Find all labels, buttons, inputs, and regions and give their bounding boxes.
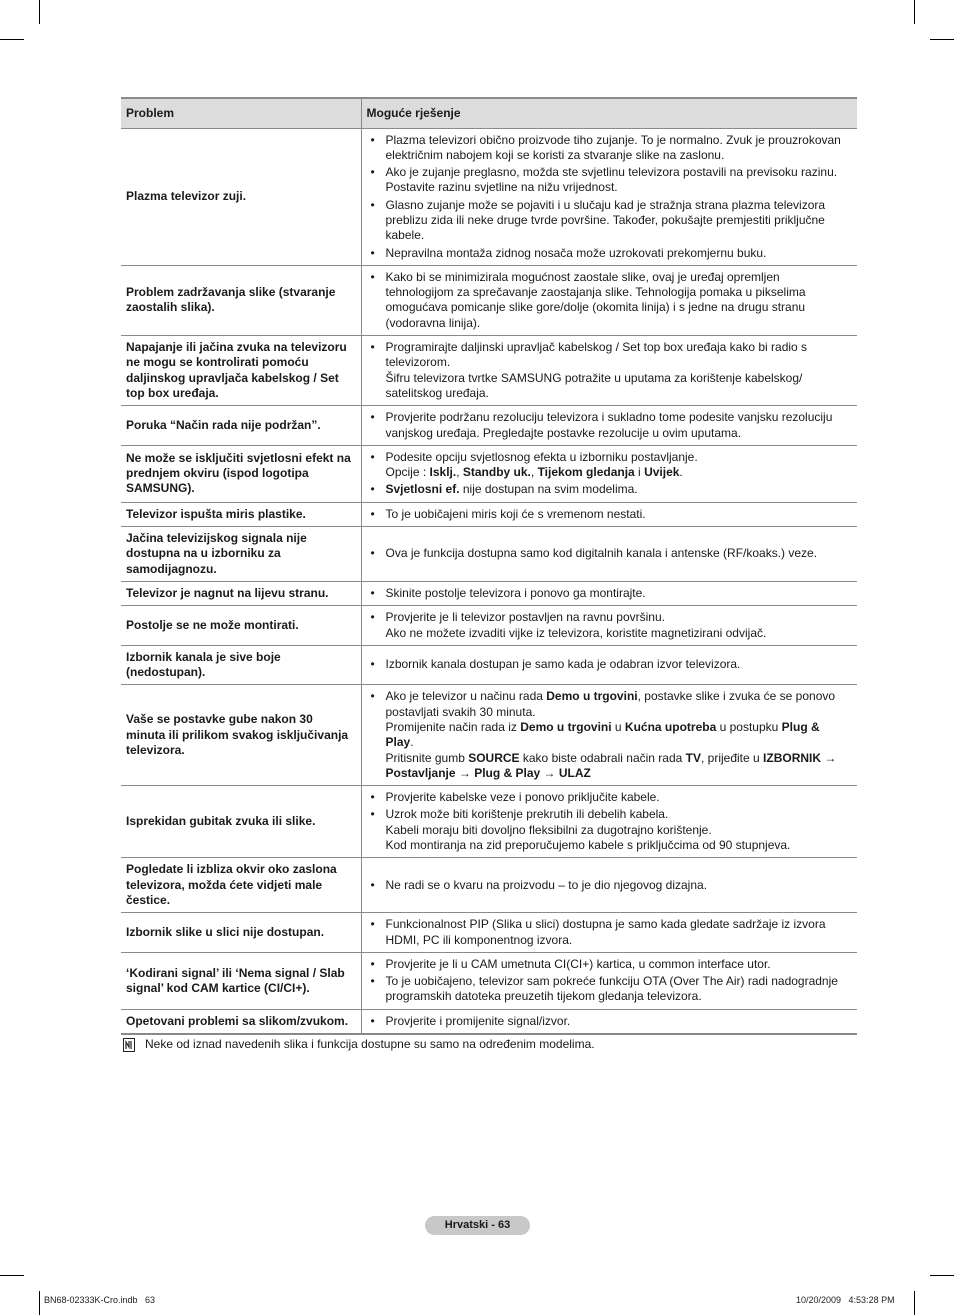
- solution-cell: [361, 265, 857, 335]
- solution-list: [369, 546, 850, 561]
- solution-cell: [361, 786, 857, 858]
- problem-cell: Plazma televizor zuji.: [121, 128, 361, 265]
- solution-item: • Programirajte daljinski upravljač kabelskog / Set top box uređaja kako bi radio s televizorom. Šifru televizora tvrtke SAMSUNG potražite u uputama za korištenje kabelskog/ satelitskog uređaja.: [369, 340, 850, 401]
- solution-item: • To je uobičajeno, televizor sam pokreće funkciju OTA (Over The Air) radi nadogradnje programskih datoteka preuzetih tijekom gledanja televizora.: [369, 974, 850, 1005]
- solution-cell: [361, 406, 857, 446]
- problem-cell: Poruka “Način rada nije podržan”.: [121, 406, 361, 446]
- solution-item: • To je uobičajeni miris koji će s vremenom nestati.: [369, 507, 850, 522]
- solution-list: [369, 790, 850, 853]
- crop-mark: [39, 1291, 40, 1315]
- table-row: [121, 952, 857, 1009]
- solution-list: [369, 340, 850, 401]
- solution-cell: [361, 527, 857, 582]
- note-text: Neke od iznad navedenih slika i funkcija dostupne su samo na određenim modelima.: [145, 1037, 595, 1051]
- table-row: [121, 606, 857, 646]
- solution-list: [369, 957, 850, 1005]
- solution-item: • Izbornik kanala dostupan je samo kada je odabran izvor televizora.: [369, 657, 850, 672]
- problem-cell: ‘Kodirani signal’ ili ‘Nema signal / Slab signal’ kod CAM kartice (CI/CI+).: [121, 952, 361, 1009]
- solution-item: • Provjerite podržanu rezoluciju televizora i sukladno tome podesite vanjsku rezoluciju vanjskog uređaja. Pregledajte postavke rezolucije u ovim uputama.: [369, 410, 850, 441]
- problem-cell: Isprekidan gubitak zvuka ili slike.: [121, 786, 361, 858]
- solution-list: [369, 586, 850, 601]
- solution-list: [369, 657, 850, 672]
- solution-item: • Ako je televizor u načinu rada Demo u trgovini, postavke slike i zvuka će se ponovo postavljati svakih 30 minuta. Promijenite način rada iz Demo u trgovini u Kućna upotreba u postupku Plug & Play. Pritisnite gumb SOURCE kako biste odabrali način rada TV, prijeđite u IZBORNIK → Postavljanje → Plug & Play → ULAZ: [369, 689, 850, 781]
- crop-mark: [0, 1275, 24, 1276]
- crop-mark: [39, 0, 40, 24]
- troubleshooting-table: [121, 97, 857, 1035]
- solution-cell: [361, 502, 857, 526]
- crop-mark: [930, 1275, 954, 1276]
- solution-item: • Plazma televizori obično proizvode tiho zujanje. To je normalno. Zvuk je prouzrokovan električnim nabojem koji se koristi za stvaranje slike na zaslonu.: [369, 133, 850, 164]
- solution-cell: [361, 685, 857, 786]
- table-row: [121, 786, 857, 858]
- solution-list: [369, 450, 850, 498]
- crop-mark: [914, 0, 915, 24]
- solution-list: [369, 689, 850, 781]
- table-row: [121, 336, 857, 406]
- table-row: [121, 685, 857, 786]
- solution-cell: [361, 606, 857, 646]
- footer-file: BN68-02333K-Cro.indb 63: [44, 1295, 156, 1305]
- footer-datetime: 10/20/2009 4:53:28 PM: [796, 1295, 895, 1305]
- table-row: [121, 406, 857, 446]
- solution-cell: [361, 645, 857, 685]
- table-row: [121, 581, 857, 605]
- problem-cell: Ne može se isključiti svjetlosni efekt na prednjem okviru (ispod logotipa SAMSUNG).: [121, 445, 361, 502]
- solution-item: • Funkcionalnost PIP (Slika u slici) dostupna je samo kada gledate sadržaje iz izvora HDMI, PC ili komponentnog izvora.: [369, 917, 850, 948]
- solution-item: • Kako bi se minimizirala mogućnost zaostale slike, ovaj je uređaj opremljen tehnologijom za sprečavanje zaostajanja slike. Tehnologija pomaka u pikselima omogućava pomicanje slike gore/dolje (okomita linija) i s jedne na drugu stranu (vodoravna linija).: [369, 270, 850, 331]
- solution-item: • Uzrok može biti korištenje prekrutih ili debelih kabela. Kabeli moraju biti dovoljno fleksibilni za dugotrajno korištenje. Kod montiranja na zid preporučujemo kabele s priključcima od 90 stupnjeva.: [369, 807, 850, 853]
- problem-cell: Televizor je nagnut na lijevu stranu.: [121, 581, 361, 605]
- solution-item: • Ova je funkcija dostupna samo kod digitalnih kanala i antenske (RF/koaks.) veze.: [369, 546, 850, 561]
- solution-item: • Glasno zujanje može se pojaviti i u slučaju kad je stražnja strana plazma televizora preblizu zida ili neke druge tvrde površine. Također, pokušajte premjestiti priključne kabele.: [369, 198, 850, 244]
- solution-item: • Podesite opciju svjetlosnog efekta u izborniku postavljanje. Opcije : Isklj., Standby uk., Tijekom gledanja i Uvijek.: [369, 450, 850, 481]
- solution-cell: [361, 128, 857, 265]
- crop-mark: [914, 1291, 915, 1315]
- problem-cell: Postolje se ne može montirati.: [121, 606, 361, 646]
- solution-list: [369, 133, 850, 261]
- solution-list: [369, 270, 850, 331]
- solution-cell: [361, 1009, 857, 1034]
- table-row: [121, 128, 857, 265]
- solution-cell: [361, 336, 857, 406]
- solution-cell: [361, 913, 857, 953]
- solution-cell: [361, 445, 857, 502]
- problem-cell: Problem zadržavanja slike (stvaranje zaostalih slika).: [121, 265, 361, 335]
- page-number-badge: Hrvatski - 63: [425, 1216, 530, 1235]
- problem-cell: Televizor ispušta miris plastike.: [121, 502, 361, 526]
- table-row: [121, 445, 857, 502]
- table-header-row: [121, 98, 857, 128]
- solution-item: • Ako je zujanje preglasno, možda ste svjetlinu televizora postavili na previsoku razinu. Postavite razinu svjetline na nižu vrijednost.: [369, 165, 850, 196]
- problem-cell: Izbornik kanala je sive boje (nedostupan).: [121, 645, 361, 685]
- table-row: [121, 502, 857, 526]
- table-row: [121, 858, 857, 913]
- solution-item: • Nepravilna montaža zidnog nosača može uzrokovati prekomjernu buku.: [369, 246, 850, 261]
- header-solution: Moguće rješenje: [361, 98, 857, 128]
- solution-list: [369, 917, 850, 948]
- crop-mark: [0, 39, 24, 40]
- problem-cell: Napajanje ili jačina zvuka na televizoru ne mogu se kontrolirati pomoću daljinskog upravljača kabelskog / Set top box uređaja.: [121, 336, 361, 406]
- problem-cell: Vaše se postavke gube nakon 30 minuta ili prilikom svakog isključivanja televizora.: [121, 685, 361, 786]
- table-row: [121, 265, 857, 335]
- solution-item: • Skinite postolje televizora i ponovo ga montirajte.: [369, 586, 850, 601]
- solution-cell: [361, 952, 857, 1009]
- solution-cell: [361, 581, 857, 605]
- crop-mark: [930, 39, 954, 40]
- table-row: [121, 913, 857, 953]
- header-problem: Problem: [121, 98, 361, 128]
- solution-list: [369, 507, 850, 522]
- problem-cell: Jačina televizijskog signala nije dostupna na u izborniku za samodijagnozu.: [121, 527, 361, 582]
- problem-cell: Pogledate li izbliza okvir oko zaslona televizora, možda ćete vidjeti male čestice.: [121, 858, 361, 913]
- note-pencil-icon: [123, 1038, 135, 1052]
- table-row: [121, 527, 857, 582]
- table-row: [121, 1009, 857, 1034]
- problem-cell: Izbornik slike u slici nije dostupan.: [121, 913, 361, 953]
- solution-item: • Ne radi se o kvaru na proizvodu – to je dio njegovog dizajna.: [369, 878, 850, 893]
- solution-item: • Provjerite je li u CAM umetnuta CI(CI+) kartica, u common interface utor.: [369, 957, 850, 972]
- solution-item: • Svjetlosni ef. nije dostupan na svim modelima.: [369, 482, 850, 497]
- footnote: [123, 1037, 595, 1052]
- solution-list: [369, 878, 850, 893]
- solution-list: [369, 1014, 850, 1029]
- solution-item: • Provjerite je li televizor postavljen na ravnu površinu. Ako ne možete izvaditi vijke iz televizora, koristite magnetizirani odvijač.: [369, 610, 850, 641]
- solution-item: • Provjerite kabelske veze i ponovo priključite kabele.: [369, 790, 850, 805]
- table-row: [121, 645, 857, 685]
- solution-list: [369, 610, 850, 641]
- solution-list: [369, 410, 850, 441]
- problem-cell: Opetovani problemi sa slikom/zvukom.: [121, 1009, 361, 1034]
- solution-cell: [361, 858, 857, 913]
- solution-item: • Provjerite i promijenite signal/izvor.: [369, 1014, 850, 1029]
